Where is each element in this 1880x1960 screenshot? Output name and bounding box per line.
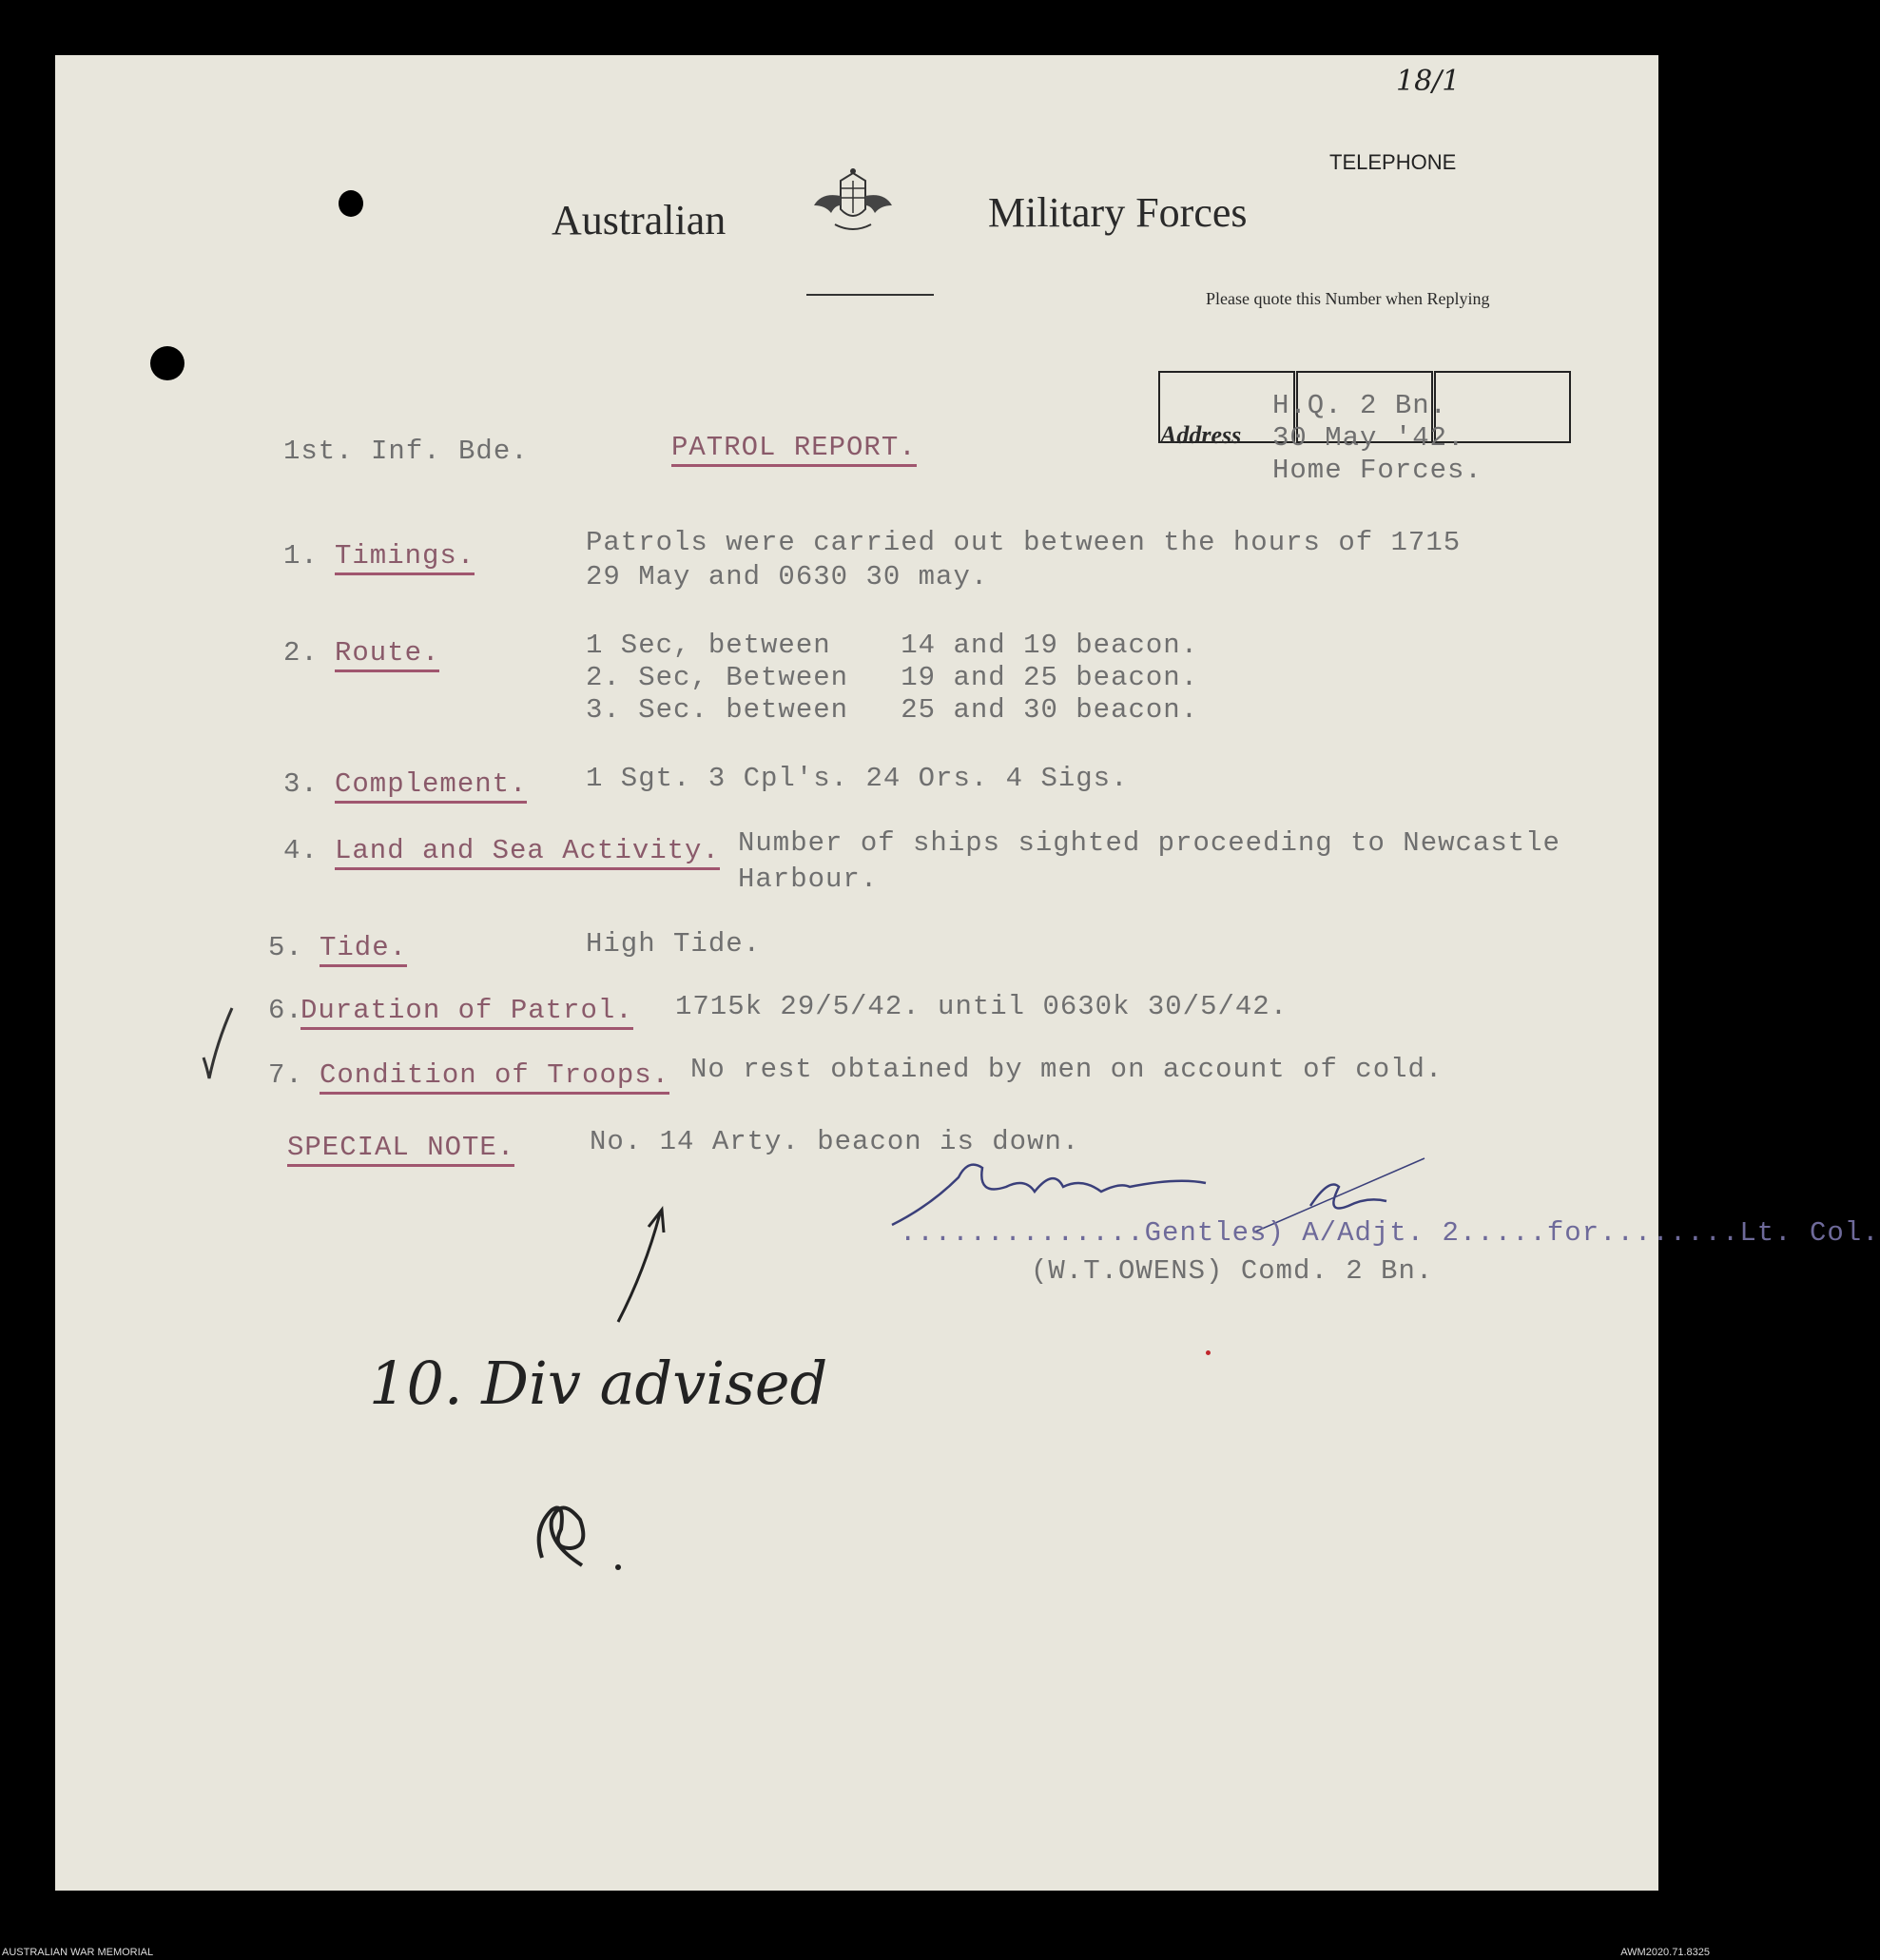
item-heading-activity: Land and Sea Activity. [335,835,720,870]
item-number: 3. [283,768,319,800]
complement-text: 1 Sgt. 3 Cpl's. 24 Ors. 4 Sigs. [586,763,1129,794]
special-note-heading: SPECIAL NOTE. [287,1132,514,1167]
punch-hole [339,190,363,217]
route-text-line-3: 3. Sec. between 25 and 30 beacon. [586,694,1199,726]
item-number: 1. [283,540,319,572]
timings-text-line-1: Patrols were carried out between the hours of 1715 [586,527,1462,558]
unit-name: 1st. Inf. Bde. [283,436,529,467]
item-heading-route: Route. [335,637,439,672]
footer-institution: AUSTRALIAN WAR MEMORIAL [2,1947,154,1958]
activity-text-line-1: Number of ships sighted proceeding to Newcastle [738,827,1560,859]
item-heading-condition: Condition of Troops. [320,1059,669,1095]
item-number: 4. [283,835,319,866]
item-heading-duration: Duration of Patrol. [300,995,633,1030]
check-mark-icon [198,1004,236,1082]
handwritten-note: 10. Div advised [369,1349,828,1418]
punch-hole [150,346,184,380]
report-title: PATROL REPORT. [671,432,917,467]
special-note-text: No. 14 Arty. beacon is down. [590,1126,1080,1157]
duration-text: 1715k 29/5/42. until 0630k 30/5/42. [675,991,1289,1022]
archive-note: 18/1 [1396,65,1461,98]
item-number: 7. [268,1059,303,1091]
tide-text: High Tide. [586,928,762,960]
item-heading-tide: Tide. [320,932,407,967]
condition-text: No rest obtained by men on account of cold. [690,1054,1444,1085]
letterhead-right-title: Military Forces [988,189,1248,236]
footer-accession-number: AWM2020.71.8325 [1620,1947,1710,1958]
ink-mark [1206,1350,1211,1355]
document-page [55,55,1880,1891]
sender-line-1: H.Q. 2 Bn. [1272,390,1448,421]
sender-line-2: 30 May '42. [1272,422,1465,454]
sender-line-3: Home Forces. [1272,455,1483,486]
route-text-line-2: 2. Sec, Between 19 and 25 beacon. [586,662,1199,693]
item-heading-timings: Timings. [335,540,475,575]
timings-text-line-2: 29 May and 0630 30 may. [586,561,989,592]
arrow-up-icon [607,1204,673,1328]
signature-line: ..............Gentles) A/Adjt. 2.....for........Lt. Col. [900,1217,1880,1249]
telephone-label: TELEPHONE [1329,150,1457,174]
quote-number-label: Please quote this Number when Replying [1206,289,1490,308]
route-text-line-1: 1 Sec, between 14 and 19 beacon. [586,630,1199,661]
letterhead-left-title: Australian [552,197,727,243]
address-label: Address [1160,421,1242,449]
item-number: 6. [268,995,303,1026]
coat-of-arms-emblem [808,167,898,245]
item-number: 5. [268,932,303,963]
item-number: 2. [283,637,319,669]
activity-text-line-2: Harbour. [738,864,879,895]
item-heading-complement: Complement. [335,768,527,804]
initials-scrawl [523,1491,628,1577]
letterhead-rule [806,294,934,296]
signatory-name: (W.T.OWENS) Comd. 2 Bn. [1031,1255,1434,1287]
